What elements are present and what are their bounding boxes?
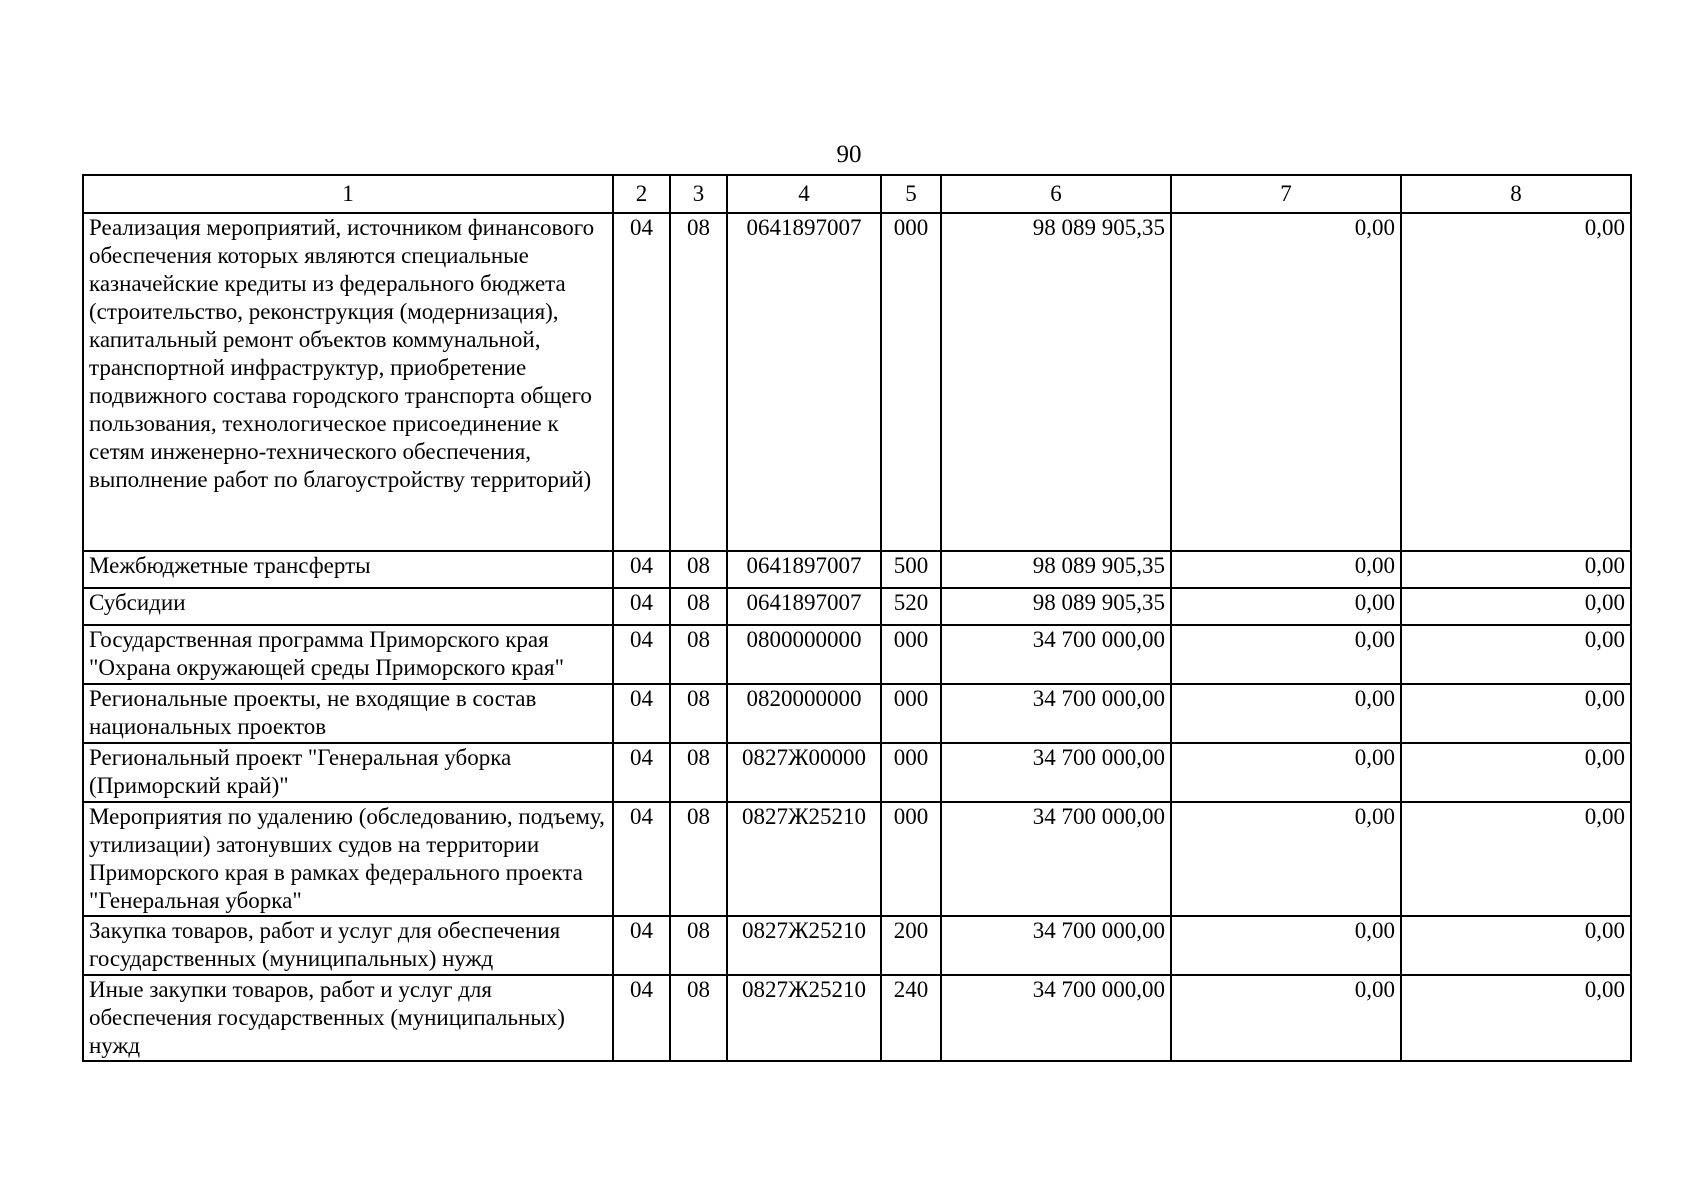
subsection-code: 08: [670, 916, 727, 975]
subsection-code: 08: [670, 625, 727, 684]
section-code: 04: [613, 975, 670, 1061]
subsection-code: 08: [670, 743, 727, 802]
expense-type-code: 000: [881, 802, 941, 916]
amount-col8: 0,00: [1401, 588, 1631, 625]
item-name: Закупка товаров, работ и услуг для обеспечения государственных (муниципальных) нужд: [83, 916, 613, 975]
item-name: Иные закупки товаров, работ и услуг для обеспечения государственных (муниципальных) нужд: [83, 975, 613, 1061]
amount-col7: 0,00: [1171, 213, 1401, 551]
column-header: 5: [881, 175, 941, 213]
subsection-code: 08: [670, 684, 727, 743]
amount-col8: 0,00: [1401, 684, 1631, 743]
item-name: Межбюджетные трансферты: [83, 551, 613, 588]
expense-type-code: 000: [881, 625, 941, 684]
item-name: Региональный проект "Генеральная уборка (Приморский край)": [83, 743, 613, 802]
target-article-code: 0800000000: [727, 625, 881, 684]
column-header: 3: [670, 175, 727, 213]
expense-type-code: 520: [881, 588, 941, 625]
amount-col6: 98 089 905,35: [941, 588, 1171, 625]
amount-col7: 0,00: [1171, 684, 1401, 743]
amount-col7: 0,00: [1171, 975, 1401, 1061]
column-header: 6: [941, 175, 1171, 213]
amount-col8: 0,00: [1401, 625, 1631, 684]
column-header: 7: [1171, 175, 1401, 213]
section-code: 04: [613, 802, 670, 916]
section-code: 04: [613, 916, 670, 975]
target-article-code: 0827Ж00000: [727, 743, 881, 802]
table-row: [83, 625, 1631, 684]
amount-col7: 0,00: [1171, 916, 1401, 975]
target-article-code: 0827Ж25210: [727, 802, 881, 916]
target-article-code: 0827Ж25210: [727, 916, 881, 975]
expense-type-code: 000: [881, 684, 941, 743]
target-article-code: 0641897007: [727, 588, 881, 625]
item-name: Субсидии: [83, 588, 613, 625]
item-name: Реализация мероприятий, источником финансового обеспечения которых являются специальные казначейские кредиты из федерального бюджета (строительство, реконструкция (модернизация), капитальный ремонт объектов коммунальной, транспортной инфраструктур, приобретение подвижного состава городского транспорта общего пользования, технологическое присоединение к сетям инженерно-технического обеспечения, выполнение работ по благоустройству территорий): [83, 213, 613, 551]
target-article-code: 0827Ж25210: [727, 975, 881, 1061]
section-code: 04: [613, 588, 670, 625]
table-row: [83, 802, 1631, 916]
subsection-code: 08: [670, 588, 727, 625]
amount-col6: 34 700 000,00: [941, 684, 1171, 743]
expense-type-code: 200: [881, 916, 941, 975]
table-row: [83, 213, 1631, 551]
amount-col6: 98 089 905,35: [941, 551, 1171, 588]
table-row: [83, 684, 1631, 743]
expense-type-code: 240: [881, 975, 941, 1061]
table-row: [83, 743, 1631, 802]
amount-col8: 0,00: [1401, 743, 1631, 802]
section-code: 04: [613, 213, 670, 551]
section-code: 04: [613, 743, 670, 802]
expense-type-code: 000: [881, 213, 941, 551]
section-code: 04: [613, 625, 670, 684]
amount-col8: 0,00: [1401, 802, 1631, 916]
column-header: 4: [727, 175, 881, 213]
item-name: Региональные проекты, не входящие в состав национальных проектов: [83, 684, 613, 743]
amount-col8: 0,00: [1401, 975, 1631, 1061]
section-code: 04: [613, 551, 670, 588]
subsection-code: 08: [670, 975, 727, 1061]
amount-col7: 0,00: [1171, 588, 1401, 625]
target-article-code: 0641897007: [727, 213, 881, 551]
amount-col7: 0,00: [1171, 551, 1401, 588]
page-number: 90: [836, 141, 862, 168]
amount-col6: 34 700 000,00: [941, 916, 1171, 975]
section-code: 04: [613, 684, 670, 743]
expense-type-code: 000: [881, 743, 941, 802]
header-row: [83, 175, 1631, 213]
table-row: [83, 551, 1631, 588]
target-article-code: 0641897007: [727, 551, 881, 588]
amount-col6: 34 700 000,00: [941, 802, 1171, 916]
amount-col6: 34 700 000,00: [941, 625, 1171, 684]
amount-col7: 0,00: [1171, 625, 1401, 684]
amount-col6: 98 089 905,35: [941, 213, 1171, 551]
amount-col8: 0,00: [1401, 213, 1631, 551]
subsection-code: 08: [670, 213, 727, 551]
amount-col8: 0,00: [1401, 916, 1631, 975]
amount-col6: 34 700 000,00: [941, 975, 1171, 1061]
subsection-code: 08: [670, 551, 727, 588]
column-header: 8: [1401, 175, 1631, 213]
column-header: 1: [83, 175, 613, 213]
amount-col8: 0,00: [1401, 551, 1631, 588]
budget-table: [82, 174, 1632, 1062]
item-name: Государственная программа Приморского края "Охрана окружающей среды Приморского края": [83, 625, 613, 684]
amount-col6: 34 700 000,00: [941, 743, 1171, 802]
column-header: 2: [613, 175, 670, 213]
subsection-code: 08: [670, 802, 727, 916]
table-row: [83, 916, 1631, 975]
table-row: [83, 975, 1631, 1061]
amount-col7: 0,00: [1171, 802, 1401, 916]
table-row: [83, 588, 1631, 625]
item-name: Мероприятия по удалению (обследованию, подъему, утилизации) затонувших судов на территории Приморского края в рамках федерального проекта "Генеральная уборка": [83, 802, 613, 916]
expense-type-code: 500: [881, 551, 941, 588]
amount-col7: 0,00: [1171, 743, 1401, 802]
target-article-code: 0820000000: [727, 684, 881, 743]
